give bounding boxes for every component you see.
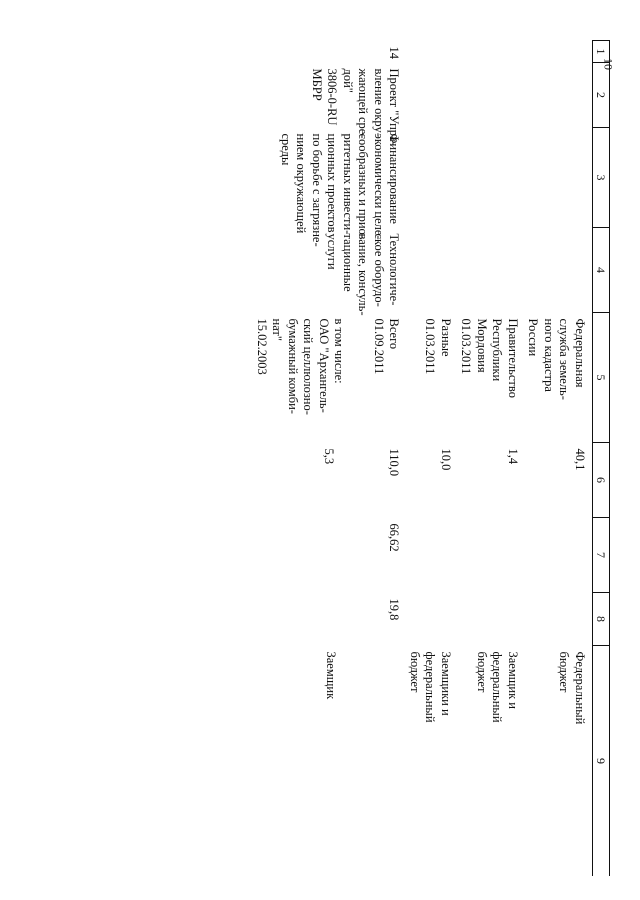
repayment-source-cell: Заемщики и федеральный бюджет xyxy=(408,651,453,723)
purpose-cell: Финансирование экономически целе- сообразных и прио- ритетных инвести- ционных проектов по борьбе с загрязне- нием окружающей среды xyxy=(279,133,402,247)
landscape-sheet xyxy=(60,40,610,876)
column-header: 5 xyxy=(593,313,610,443)
amount-cell: 110,0 5,3 xyxy=(322,448,402,477)
amount-cell: 19,8 xyxy=(387,598,402,621)
amount-cell: 66,62 xyxy=(387,523,402,552)
supply-cell: Технологиче- ское оборудо- вание, консуль- тационные услуги xyxy=(325,233,402,316)
page-number: 10 xyxy=(601,58,616,70)
project-name-cell: Проект "Упра- вление окру- жающей сре- дой" 3806-0-RU МБРР xyxy=(310,68,402,146)
borrower-cell: Разные 01.03.2011 xyxy=(423,318,453,375)
column-header: 1 xyxy=(593,41,610,63)
column-header: 7 xyxy=(593,518,610,593)
amount-cell: 10,0 xyxy=(439,448,453,471)
table-row xyxy=(407,41,459,877)
column-header: 3 xyxy=(593,128,610,228)
column-header: 6 xyxy=(593,443,610,518)
repayment-source-cell: Заемщик и федеральный бюджет xyxy=(475,651,520,723)
loan-projects-table xyxy=(254,40,611,876)
amount-cell: 1,4 xyxy=(506,448,520,465)
table-row xyxy=(254,41,407,877)
column-header: 9 xyxy=(593,646,610,877)
table-row xyxy=(458,41,525,877)
borrower-cell: Правительство Республики Мордовия 01.03.2011 xyxy=(459,318,520,398)
rotated-table-area xyxy=(60,40,610,876)
borrower-cell: Всего 01.09.2011 в том числе: ОАО "Архангель- ский целлюлозно- бумажный комби- нат" 15.02.2003 xyxy=(255,318,402,415)
table-row xyxy=(525,41,593,877)
row-number: 14 xyxy=(387,46,402,59)
repayment-source-cell: Федеральный бюджет xyxy=(557,651,587,725)
column-header: 4 xyxy=(593,228,610,313)
column-number-row xyxy=(593,41,610,877)
amount-cell: 40,1 xyxy=(573,448,587,471)
repayment-source-cell: Заемщик xyxy=(324,651,339,700)
borrower-cell: Федеральная служба земель- ного кадастра России xyxy=(526,318,587,400)
column-header: 2 xyxy=(593,63,610,128)
column-header: 8 xyxy=(593,593,610,646)
